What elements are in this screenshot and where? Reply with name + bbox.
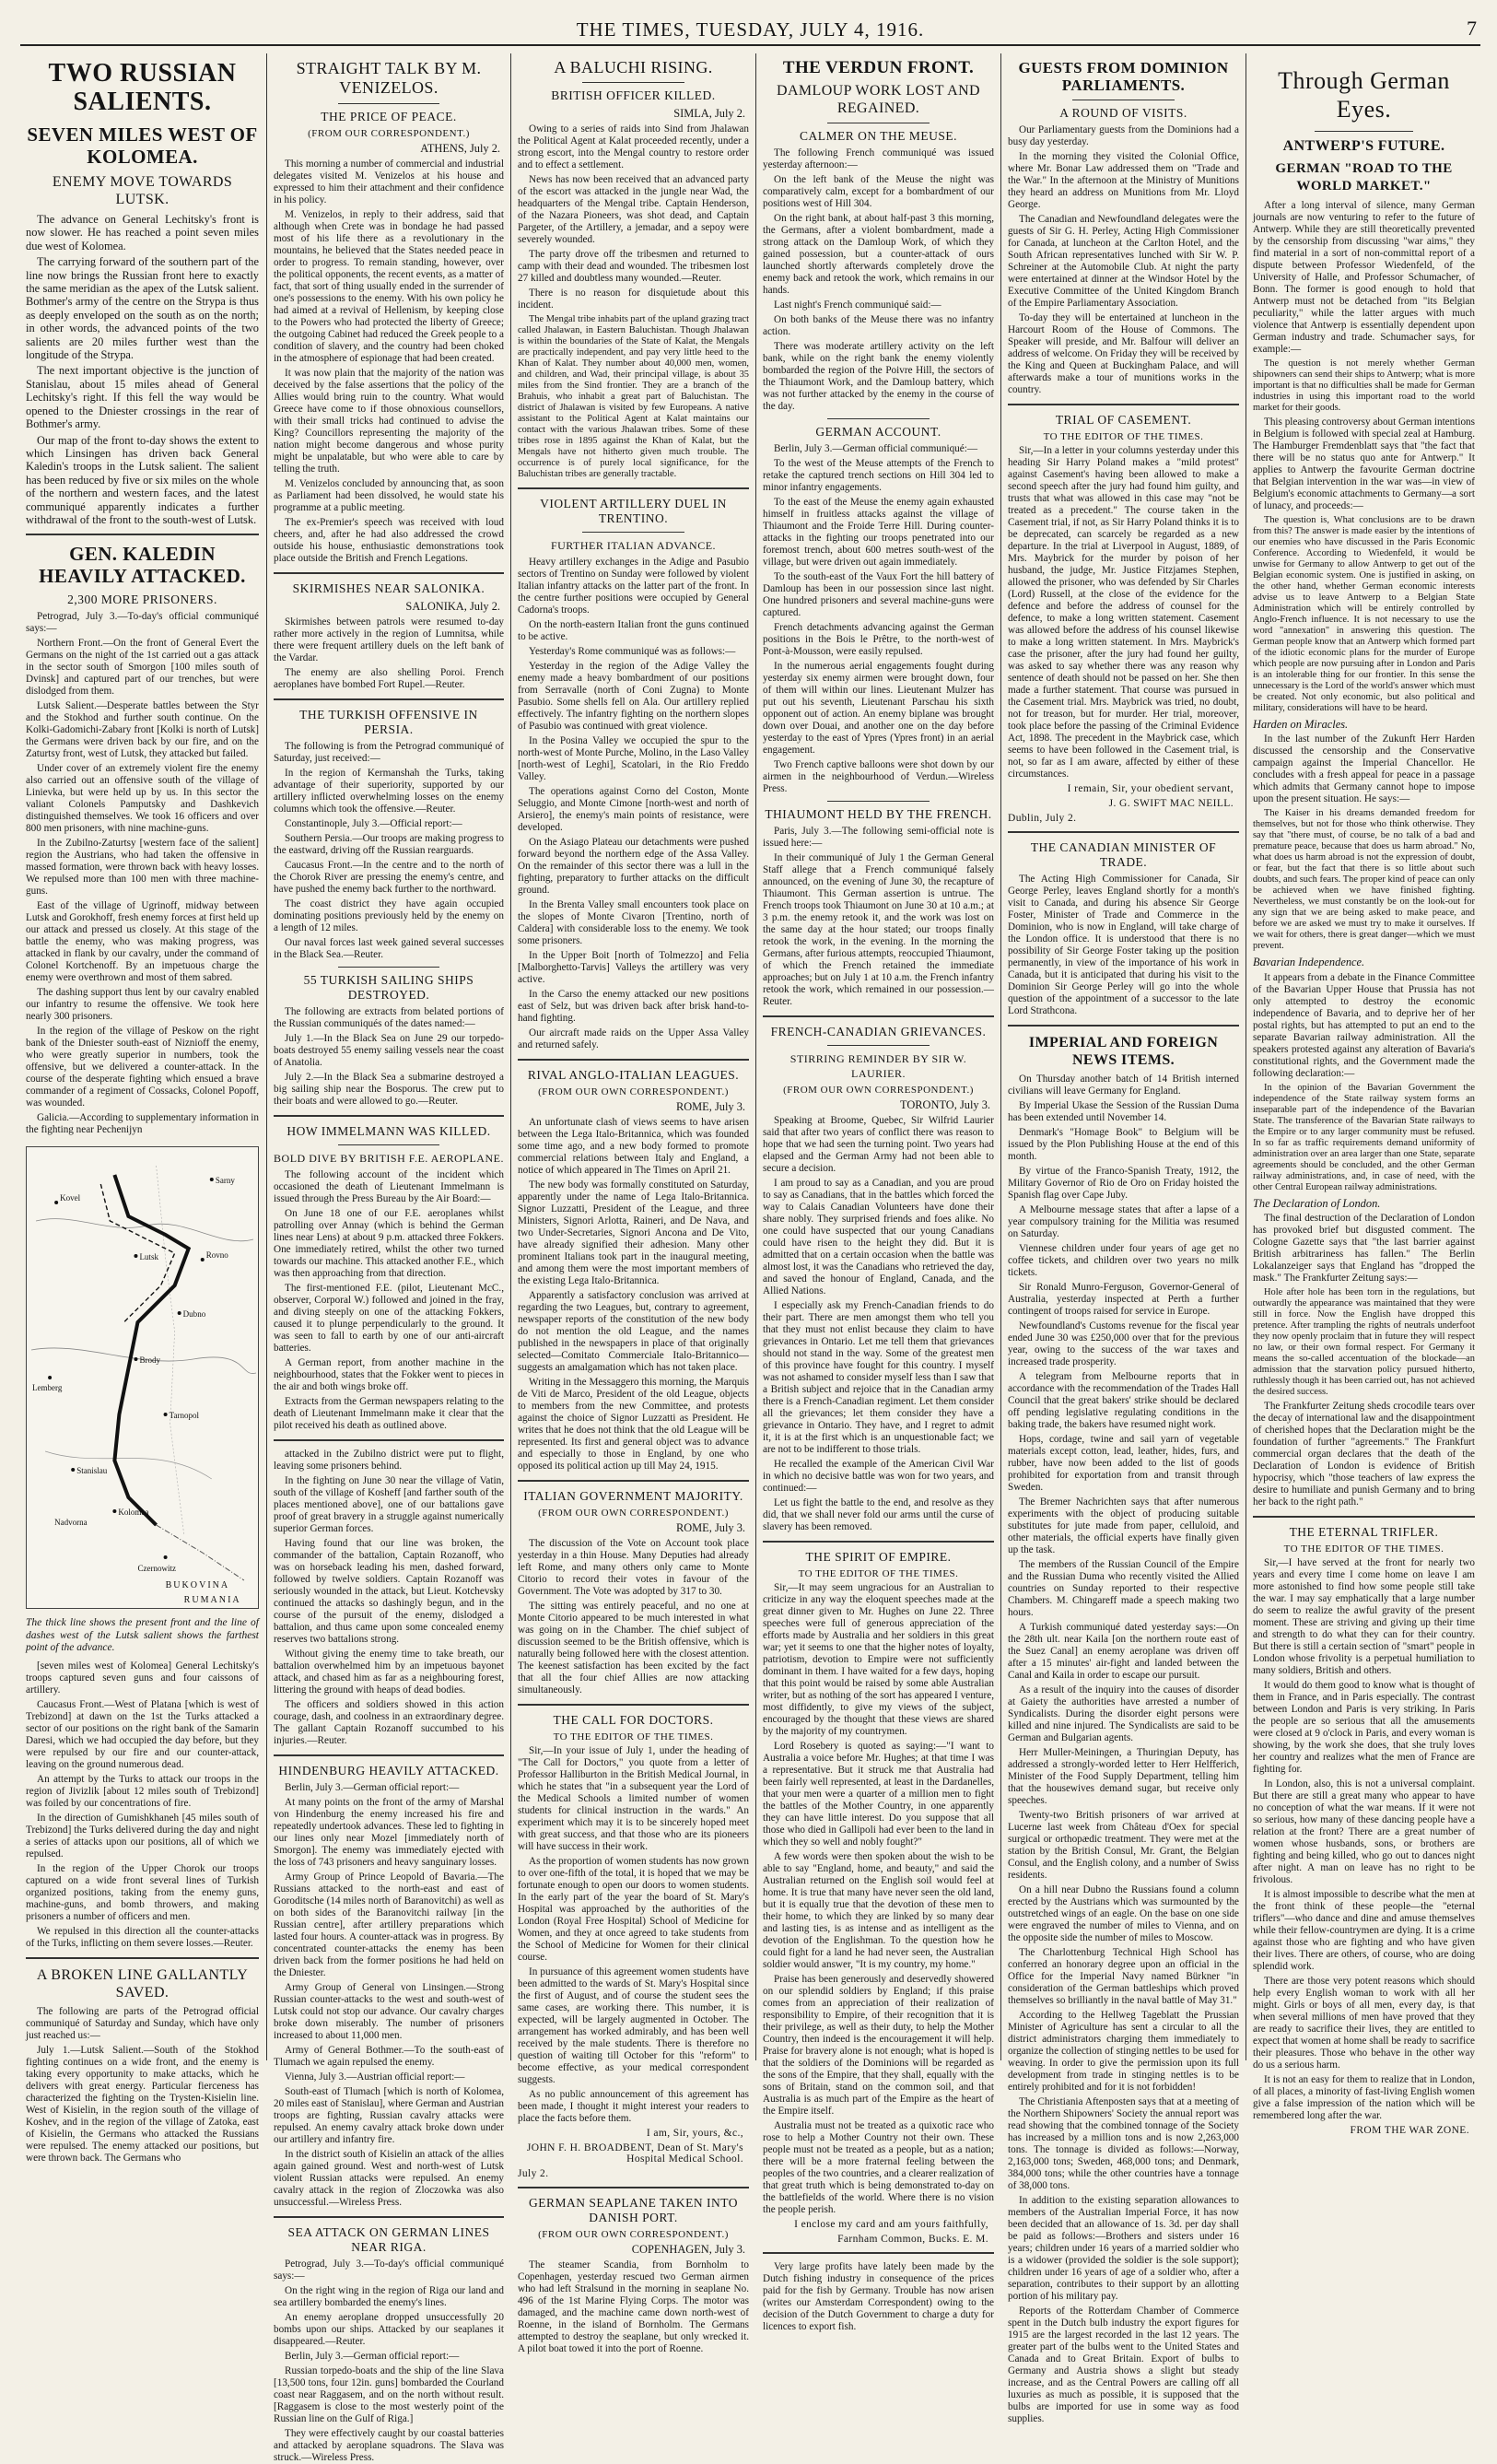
paragraph: Praise has been generously and deservedly showered on our splendid soldiers by England; if this praise comes from an appreciation of their realization of responsibility to Empire, of their recognition that it is their privilege, as well as their duty, to help the Mother Country, then indeed is the encouragement it will help. Praise for bravery alone is not enough; what is hoped is that the soldiers of the Dominions will be regarded as the sons of the Empire, that they shall, equally with the sons of Britain, stand on the common soil, and that Australia is as much part of the Empire as the heart of the Empire itself. (763, 1974, 994, 2117)
paragraph: attacked in the Zubilno district were put to flight, leaving some prisoners behind. (274, 1449, 504, 1472)
paragraph: In the region of Kermanshah the Turks, taking advantage of their superiority, supported by our artillery inflicted overwhelming losses on the enemy columns which took the offensive.—Reuter. (274, 768, 504, 815)
paragraph: Our Parliamentary guests from the Dominions had a busy day yesterday. (1008, 124, 1239, 147)
headline-venizelos: STRAIGHT TALK BY M. VENIZELOS. (296, 59, 482, 97)
paragraph: Berlin, July 3.—German official report:— (285, 1782, 460, 1793)
paragraph: The operations against Corno del Coston, Monte Seluggio, and Monte Cimone [north-west and north of Arsiero], the enemy's main points of resistance, were developed. (518, 786, 749, 833)
headline-baluchi: A BALUCHI RISING. (554, 58, 713, 76)
section-rule (827, 801, 929, 802)
paragraph: The Christiania Aftenposten says that at a meeting of the Northern Shipowners' Society the annual report was read showing that the combined tonnage of the Society has increased by a million tons and is now 2,263,000 tons. The tonnage is divided as follows:—Norway, 2,163,000 tons; Sweden, 468,000 tons; and Denmark, 384,000 tons; while the other countries have a tonnage of 38,000 tons. (1008, 2096, 1239, 2191)
paragraph: Northern Front.—On the front of General Evert the Germans on the night of the 1st carried out a gas attack in the sector south of Smorgon [100 miles south of Dvinsk] and captured part of our trenches, but were dislodged from them. (26, 638, 259, 698)
dateline: ROME, July 3. (675, 1521, 745, 1534)
column-rule (266, 53, 267, 2060)
signature: J. G. SWIFT MAC NEILL. (1108, 798, 1234, 809)
headline-spirit-of-empire: THE SPIRIT OF EMPIRE. (805, 1550, 952, 1564)
paragraph: French detachments advancing against the German positions in the Bois le Prêtre, to the north-west of Pont-à-Mousson, were easily repulsed. (763, 622, 994, 657)
paragraph: A Melbourne message states that after a lapse of a year compulsory training for the Militia was resumed on Saturday. (1008, 1204, 1239, 1239)
paragraph: By virtue of the Franco-Spanish Treaty, 1912, the Military Governor of Rio de Oro on Friday hoisted the Spanish flag over Cape Juby. (1008, 1166, 1239, 1201)
paragraph: In London, also, this is not a universal complaint. But there are still a great many who appear to have no conception of what the war means. If it were not so serious, how many of these dancing people have a relation at the front? There are a great number of women whose husbands, sons, or brothers are fighting and being killed, who go out to dances night after night. A man on leave has no right to be frivolous. (1253, 1778, 1475, 1886)
signature: I am, Sir, yours, &c., (646, 2128, 743, 2139)
paragraph: According to the Hellweg Tageblatt the Prussian Minister of Agriculture has sent a circular to all the district administrators charging them immediately to organize the collection of stinging nettles to be used for weaving. In order to give the permission upon its full development from trade in stinging nettles is to be entirely prohibited and for it is not forbidden! (1008, 2010, 1239, 2093)
paragraph: The Canadian and Newfoundland delegates were the guests of Sir G. H. Perley, Acting High Commissioner for Canada, at luncheon at the Carlton Hotel, and the South African representatives lunched with Sir W. P. Schreiner at the Automobile Club. At night the party were entertained at dinner at the Windsor Hotel by the Executive Committee of the United Kingdom Branch of the Empire Parliamentary Association. (1008, 214, 1239, 309)
subhead-officer-killed: BRITISH OFFICER KILLED. (551, 88, 716, 102)
headline-anglo-italian: RIVAL ANGLO-ITALIAN LEAGUES. (527, 1068, 740, 1082)
paragraph: Viennese children under four years of age get no coffee tickets, and children over two years no milk tickets. (1008, 1243, 1239, 1278)
paragraph: Paris, July 3.—The following semi-official note is issued here:— (763, 826, 994, 849)
newspaper-page (20, 13, 1480, 2463)
masthead-title: THE TIMES, TUESDAY, JULY 4, 1916. (576, 18, 925, 41)
paragraph: It would do them good to know what is thought of them in France, and in Paris especially. The contrast between London and Paris is very striking. In Paris the people are so serious that all the amusements were closed at 9 o'clock in Paris, and every woman is showing, by the work she does, that she truly loves her country and realizes what the men of France are fighting for. (1253, 1680, 1475, 1776)
paragraph: The ex-Premier's speech was received with loud cheers, and, after he had also addressed the crowd outside his house, enthusiastic demonstrations took place outside the British and French Legations. (274, 517, 504, 564)
front-line-map (26, 1146, 259, 1609)
subhead-round-of-visits: A ROUND OF VISITS. (1059, 106, 1187, 120)
paragraph: The Bremer Nachrichten says that after numerous experiments with the object of producing suitable substitutes for jute made from paper, celluloid, and other materials, the official experts have finally given up the task. (1008, 1496, 1239, 1555)
map-label: Czernowitz (137, 1564, 177, 1574)
page-number: 7 (1467, 17, 1477, 40)
dateline: SALONIKA, July 2. (405, 600, 500, 613)
column-5 (1002, 53, 1245, 2424)
paragraph: Under cover of an extremely violent fire the enemy also carried out an offensive south of the village of Linievka, but were held up by us. In this sector the valiant Colonels Pamputsky and Dashkevich distinguished themselves. We took 16 officers and over 800 men prisoners, with nine machine-guns. (26, 763, 259, 835)
quote: The question is, What conclusions are to be drawn from this? The answer is made easier by the intentions of our enemies who have discussed in the Paris Economic Conference. According to Wiedenfeld, it would be unwise for Germany to allow Antwerp to get out of the Belgian economic system. One is justified in asking, on the other hand, whether German economic interests advise us to leave Antwerp to a Belgian State Administration which will be entirely controlled by Anglo-French influence. It is not necessary to use the word "annexation" in answering this question. The German people know that an Antwerp which formed part of the idiotic economic plans for the murder of Europe which people are now pursuing after in London and Paris is an intolerable thing for our frontier. In this sense the unnecessary is the Lord of the world's answer which must be created. Not only economic, but also political and military, considerations will have to be heard. (1253, 515, 1475, 713)
paragraph: He recalled the example of the American Civil War in which no decisive battle was won for two years, and continued:— (763, 1459, 994, 1494)
paragraph: On both banks of the Meuse there was no infantry action. (763, 314, 994, 337)
paragraph: Caucasus Front.—West of Platana [which is west of Trebizond] at dawn on the 1st the Turks attacked a sector of our positions on the right bank of the Samarin Daresi, which we had occupied the day before, but they were repulsed by our fire and our counter-attack, leaving on the ground numerous dead. (26, 1698, 259, 1770)
paragraph: The coast district they have again occupied dominating positions previously held by the enemy on a length of 12 miles. (274, 898, 504, 933)
map-label: Stanislau (76, 1466, 108, 1476)
paragraph: On the right wing in the region of Riga our land and sea artillery bombarded the enemy's lines. (274, 2285, 504, 2308)
headline-salonika: SKIRMISHES NEAR SALONIKA. (292, 581, 485, 595)
paragraph: This morning a number of commercial and industrial delegates visited M. Venizelos at his house and expressed to him their attachment and their confidence in his policy. (274, 158, 504, 205)
subhead-prisoners: 2,300 MORE PRISONERS. (67, 593, 217, 607)
section-rule (1008, 831, 1239, 833)
quote: In the opinion of the Bavarian Government the independence of the State railway system forms an inseparable part of the independence of the Bavarian State. The transference of the Bavarian State railways to the Empire or to any larger community must be refused. In so far as traffic requirements demand uniformity of administration over an area larger than one State, separate agreements should be concluded, and the other German railway administrations, and, in case of need, with the other Central European railway administrations. (1253, 1082, 1475, 1192)
paragraph: A telegram from Melbourne reports that in accordance with the recommendation of the Trades Hall Council that the great bakers' strike should be declared off pending legislative regulating conditions in the baking trade, the bakers have resumed night work. (1008, 1371, 1239, 1430)
paragraph: The following is from the Petrograd communiqué of Saturday, just received:— (274, 741, 504, 764)
map-label: Lutsk (139, 1252, 159, 1262)
section-rule (1008, 404, 1239, 405)
section-rule (1315, 131, 1412, 132)
paragraph: In their communiqué of July 1 the German General Staff allege that a French communiqué falsely announced, on the evening of June 30, the recapture of Thiaumont. This German assertion is untrue. The French troops took Thiaumont on June 30 at 10 a.m.; at 3 p.m. the enemy retook it, and the work was lost on the same day at the hour stated; our troops finally retook the work, in the evening. In the morning the Germans, after furious attempts, reoccupied Thiaumont, of which the French retained the immediate approaches; but on July 1 at 10 a.m. the French infantry retook the work, which remained in our possession.—Reuter. (763, 852, 994, 1007)
paragraph: To-day they will be entertained at luncheon in the Harcourt Room of the House of Commons. The Speaker will preside, and Mr. Balfour will deliver an address of welcome. On Friday they will be received by the King and Queen at Buckingham Palace, and will afterwards make a tour of munitions works in the country. (1008, 312, 1239, 395)
signature: FROM THE WAR ZONE. (1350, 2125, 1469, 2137)
paragraph: Twenty-two British prisoners of war arrived at Lucerne last week from Château d'Oex for special surgical or orthopædic treatment. They were met at the station by the British Consul, Mr. Grant, the Belgian Consul, and the English colony, and a number of Swiss residents. (1008, 1810, 1239, 1881)
map-label: BUKOVINA (165, 1580, 230, 1591)
paragraph: We repulsed in this direction all the counter-attacks of the Turks, inflicting on them severe losses.—Reuter. (26, 1925, 259, 1949)
paragraph: Army Group of General von Linsingen.—Strong Russian counter-attacks to the west and south-west of Lutsk could not stop our advance. Our cavalry charges broke down miserably. The number of prisoners increased to about 11,000 men. (274, 1982, 504, 2041)
paragraph: Apparently a satisfactory conclusion was arrived at regarding the two Leagues, but, contrary to agreement, newspaper reports of the constitution of the new body do not mention the old League, and the names published in the newspapers in place of that originally selected—Comitato Commerciale Italo-Britannico—suggests an amalgamation which has not taken place. (518, 1290, 749, 1373)
paragraph: It is not an easy for them to realize that in London, of all places, a minority of fast-living English women give a false impression of the nation which will be remembered long after the war. (1253, 2074, 1475, 2122)
paragraph: Galicia.—According to supplementary information in the fighting near Pechenijyn (26, 1112, 259, 1136)
to-editor: TO THE EDITOR OF THE TIMES. (1043, 431, 1204, 442)
paragraph: There is no reason for disquietude about this incident. (518, 287, 749, 311)
paragraph: Berlin, July 3.—German official communiqué:— (774, 443, 978, 454)
paragraph: Sir,—In your issue of July 1, under the heading of "The Call for Doctors," you quote from a letter of Professor Halliburton in the British Medical Journal, in which he states that "in a subsequent year the Lord of the Medical Schools a limited number of women students for clinical instruction in the wards." An experiment which may it is to be sincerely hoped meet with great success, and that those who are its pioneers will have success in their work. (518, 1745, 749, 1852)
dateline: ATHENS, July 2. (420, 142, 500, 155)
paragraph: In the region of the village of Peskow on the right bank of the Dniester south-east of Niznioff the enemy, who were greatly superior in numbers, took the offensive, but we delivered a counter-attack. In the course of the desperate fighting which ensued a brave commander of a regiment of Cossacks, Colonel Popoff, was wounded. (26, 1026, 259, 1109)
paragraph: An enemy aeroplane dropped unsuccessfully 20 bombs upon our ships. Attacked by our seaplanes it disappeared.—Reuter. (274, 2312, 504, 2347)
paragraph: Herr Muller-Meiningen, a Thuringian Deputy, has addressed a strongly-worded letter to Herr Helfferich, Minister of the Food Supply Department, telling him that the housewives demand sugar, but receive only speeches. (1008, 1747, 1239, 1806)
section-rule (518, 2187, 749, 2188)
column-rule (1000, 53, 1001, 2060)
headline-casement: TRIAL OF CASEMENT. (1055, 413, 1192, 427)
paragraph: In the district south of Kisielin an attack of the allies again gained ground. West and north-west of Lutsk violent Russian attacks were repulsed. An enemy cavalry attack in the region of Zloczowka was also unsuccessful.—Wireless Press. (274, 2149, 504, 2208)
paragraph: The Frankfurter Zeitung sheds crocodile tears over the decay of international law and the disappointment of cherished hopes that the Declaration might be the foundation of further "agreements." The Frankfurt commercial organ declares that the death of the Declaration of London is evidence of British hypocrisy, which "those teachers of law express the desire to humiliate and punish Germany and to bring her back to the right path." (1253, 1401, 1475, 1508)
map-label: Nadvorna (54, 1518, 88, 1528)
headline-through-german-eyes: Through German Eyes. (1278, 67, 1450, 123)
headline-riga: SEA ATTACK ON GERMAN LINES NEAR RIGA. (287, 2225, 490, 2254)
paragraph: Yesterday in the region of the Adige Valley the enemy made a heavy bombardment of our positions from Serravalle (north of Coni Zugna) to Monte Pasubio. Some shells fell on Ala. Our artillery replied effectively. The infantry fighting on the northern slopes of Pasubio was continued with great violence. (518, 661, 749, 732)
paragraph: As a result of the inquiry into the causes of disorder at Gaiety the authorities have arrested a number of Syndicalists. During the disorder eight persons were killed and nine injured. The Syndicalists are said to be German and Bulgarian agents. (1008, 1684, 1239, 1743)
paragraph: In the region of the Upper Chorok our troops captured on a wide front several lines of Turkish organized positions, taking from the enemy guns, machine-guns, and bomb throwers, and making prisoners a number of officers and men. (26, 1862, 259, 1922)
masthead (20, 13, 1480, 46)
paragraph: In the Brenta Valley small encounters took place on the slopes of Monte Civaron [Trentino, north of Caldera] with considerable loss to the enemy. We took some prisoners. (518, 899, 749, 946)
paragraph: The Acting High Commissioner for Canada, Sir George Perley, leaves England shortly for a month's visit to Canada, and during his absence Sir George Foster, Minister of Trade and Commerce in the Dominion, who is now in England, will take charge of the London office. It is understood that there is no possibility of Sir George Foster taking up the position permanently, in view of the importance of his work in Canada, but it is anticipated that during his visit to the Dominion Sir George Perley will go into the whole question of the appointment of a successor to the late Lord Strathcona. (1008, 874, 1239, 1016)
section-rule (827, 1045, 929, 1046)
column-3 (512, 53, 754, 2354)
dateline: ROME, July 3. (675, 1100, 745, 1113)
paragraph: In the last number of the Zukunft Herr Harden discussed the censorship and the Conservative campaign against the Imperial Chancellor. He concludes with a fresh appeal for peace in a passage which admits that Germany cannot hope to impose upon the present situation. He says:— (1253, 733, 1475, 805)
paragraph: In the fighting on June 30 near the village of Vatin, south of the village of Kosheff [and farther south of the places mentioned above], one of our battalions gave proof of great bravery in a struggle against numerically superior German forces. (274, 1475, 504, 1534)
paragraph: As no public announcement of this agreement has been made, I thought it might interest your readers to place the facts before them. (518, 2089, 749, 2124)
paragraph: Caucasus Front.—In the centre and to the north of the Chorok River are pressing the enemy's centre, and have pushed the enemy back further to the northward. (274, 860, 504, 895)
paragraph: Sir,—In a letter in your columns yesterday under this heading Sir Harry Poland makes a "mild protest" against Casement's having been allowed to make a second speech after the jury had found him guilty, and trusts that what was allowed in this case may "not be treated as a precedent." The course taken in the Casement trial, if not, as Sir Harry Poland thinks it is to be deprecated, can scarcely be regarded as a new departure. In the trial at Liverpool in August, 1889, of Mrs. Maybrick for the murder by poison of her husband, the judge, Mr. Justice Fitzjames Stephen, allowed the prisoner, who was defended by Sir Charles (Lord) Russell, at the close of the evidence for the defence and before the address of counsel for the defence, to make a long written statement. Casement was allowed before the address of his counsel likewise to make a long written statement. In Mrs. Maybrick's case the prisoner, after the jury had found her guilty, was asked to say whether there was any reason why sentence of death should not be passed on her. She then made a further statement. That course was pursued in the Casement trial. Mrs. Maybrick was tried, no doubt, not for treason, but for murder. Her trial, moreover, took place before the passing of the Criminal Evidence Act, 1898. The precedent in the Maybrick case, which seems to have been followed in the Casement trial, is not, so far as I am aware, affected by either of these circumstances. (1008, 445, 1239, 780)
paragraph: In the morning they visited the Colonial Office, where Mr. Bonar Law addressed them on "Trade and the War." In the afternoon at the Ministry of Munitions they heard an address on Munitions from Mr. Lloyd George. (1008, 151, 1239, 210)
map-label: Lemberg (32, 1383, 63, 1393)
headline-dominion-guests: GUESTS FROM DOMINION PARLIAMENTS. (1018, 59, 1229, 94)
paragraph: Reports of the Rotterdam Chamber of Commerce spent in the Dutch bulb industry the export figures for 1915 are the largest recorded in the last 12 years. The greater part of the bulbs went to the United States and Canada and to Great Britain. Export of bulbs to Germany and Austria shows a slight but steady increase, and as the Central Powers are calling off all luxuries as much as possible, it is supposed that the bulbs are imported for use in some way as food supplies. (1008, 2306, 1239, 2424)
section-rule (518, 487, 749, 489)
paragraph: [seven miles west of Kolomea] General Lechitsky's troops captured seven guns and four caissons of artillery. (26, 1660, 259, 1695)
section-rule (582, 532, 684, 533)
subhead-thiaumont: THIAUMONT HELD BY THE FRENCH. (765, 807, 992, 821)
paragraph: A German report, from another machine in the neighbourhood, states that the Fokker went to pieces in the air and both wings broke off. (274, 1357, 504, 1392)
paragraph: Vienna, July 3.—Austrian official report:— (285, 2071, 465, 2083)
deck-lutsk: ENEMY MOVE TOWARDS LUTSK. (52, 174, 233, 207)
paragraph: In the direction of Gumishkhaneh [45 miles south of Trebizond] the Turks delivered during the day and night a series of attacks upon our positions, all of which we repulsed. (26, 1812, 259, 1860)
to-editor: TO THE EDITOR OF THE TIMES. (1283, 1543, 1444, 1555)
column-2 (268, 53, 509, 2463)
paragraph: The carrying forward of the southern part of the line now brings the Russian front here to exactly the same meridian as the apex of the Lutsk salient. Bothmer's army of the centre on the Strypa is thus as deeply enveloped on the south as on the north; in other words, the advanced points of the two salients are 20 miles further west than the longitude of the Strypa. (26, 255, 259, 362)
signature-date: July 2. (518, 2168, 549, 2179)
paragraph: On June 18 one of our F.E. aeroplanes whilst patrolling over Annay (which is behind the German lines near Lens) at about 9 p.m. attacked three Fokkers. One immediately retired, whilst the other two turned towards our machine. This attacked another F.E., which was then approaching from that direction. (274, 1208, 504, 1279)
headline-call-for-doctors: THE CALL FOR DOCTORS. (553, 1713, 714, 1727)
map-label: Sarny (215, 1176, 235, 1186)
section-rule (518, 1704, 749, 1706)
subhead-antwerp: ANTWERP'S FUTURE. (1282, 138, 1445, 154)
headline-eternal-trifler: THE ETERNAL TRIFLER. (1289, 1525, 1439, 1540)
section-rule (763, 1015, 994, 1017)
headline-sailing-ships: 55 TURKISH SAILING SHIPS DESTROYED. (303, 973, 474, 1002)
paragraph: The next important objective is the junction of Stanislau, about 15 miles ahead of General Lechitsky's right. If this fell the way would be opened to the Dniester crossings in the rear of Bothmer's army. (26, 364, 259, 431)
section-rule (274, 1754, 504, 1756)
quote: The question is not merely whether German shipowners can send their ships to Antwerp; what is more important is that no difficulties shall be made for German industries in using this important road to the world market for their goods. (1253, 358, 1475, 413)
headline-verdun: THE VERDUN FRONT. (782, 58, 975, 77)
byline: (FROM OUR CORRESPONDENT.) (308, 128, 470, 139)
paragraph: Lutsk Salient.—Desperate battles between the Styr and the Stokhod and further south continue. On the Kolki-Gadomichi-Zabary front [Kolki is north of Lutsk] the Germans were driven back by our fire, and on the Zaturtsy front, west of Lutsk, they attacked but failed. (26, 700, 259, 760)
paragraph: The sitting was entirely peaceful, and no one at Monte Citorio appeared to be much interested in what was going on in the Chamber. The chief subject of discussion seemed to be the British offensive, which is naturally being followed here with the closest attention. The keenest satisfaction has been excited by the fact that all the four chief Allies are now attacking simultaneously. (518, 1601, 749, 1695)
paragraph: Owing to a series of raids into Sind from Jhalawan the Political Agent at Kalat proceeded recently, under a strong escort, into the Mengal country to restore order and to effect a settlement. (518, 123, 749, 170)
section-rule (763, 1541, 994, 1543)
column-1 (20, 53, 264, 2164)
paragraph: Southern Persia.—Our troops are making progress to the eastward, driving off the Russian rearguards. (274, 833, 504, 856)
paragraph: The dashing support thus lent by our cavalry enabled our infantry to resume the offensive. We took here nearly 300 prisoners. (26, 987, 259, 1023)
paragraph: The first-mentioned F.E. (pilot, Lieutenant McC., observer, Corporal W.) followed and joined in the fray, and diving steeply on one of the attacking Fokkers, caused it to plunge perpendicularly to the ground. It was seen to fall to earth by one of our anti-aircraft batteries. (274, 1283, 504, 1354)
section-rule (1008, 1025, 1239, 1027)
paragraph: In the Posina Valley we occupied the spur to the north-west of Monte Purche, Molino, in the Laso Valley [north-west of Leghi], Scatolari, in the Rio Freddo Valley. (518, 735, 749, 782)
paragraph: Without giving the enemy time to take breath, our battalion overwhelmed him by an impetuous bayonet attack, and chased him as far as a neighbouring forest, littering the ground with heaps of dead bodies. (274, 1649, 504, 1695)
headline-canadian-minister: THE CANADIAN MINISTER OF TRADE. (1030, 840, 1217, 869)
dateline: COPENHAGEN, July 3. (631, 2243, 745, 2256)
paragraph: On a hill near Dubno the Russians found a column erected by the Austrians which was surmounted by the outstretched wings of an eagle. On the base on one side were engraved the number of miles to Vienna, and on the opposite side the number of miles to Moscow. (1008, 1884, 1239, 1943)
paragraph: The Charlottenburg Technical High School has conferred an honorary degree upon an official in the Office for the Imperial Navy named Bürkner "in consideration of the German battleships which proved themselves so brilliantly in the naval battle of May 31." (1008, 1947, 1239, 2006)
quote: The Kaiser in his dreams demanded freedom for themselves, but not for those who think otherwise. They say that "there must, of course, be no talk of a bad and premature peace, because that does us harm abroad." No, what does us harm abroad is not the expression of doubt, or fear, but the fact that there is so little about such doubts, and such fears. The proper kind of peace can only be achieved when we have finished fighting. Nevertheless, we must constantly be on the look-out for any sign that we are being asked to make peace, and before we are asked we must try to make it ourselves. If we wait for others, there is great danger—which we must prevent. (1253, 808, 1475, 952)
paragraph: There was moderate artillery activity on the left bank, while on the right bank the enemy violently bombarded the region of the Poivre Hill, the sectors of the Thiaumont Work, and the Damloup battery, which was not further attacked by the enemy in the course of the day. (763, 341, 994, 412)
map-label: Tarnopol (169, 1411, 200, 1421)
section-rule (518, 1059, 749, 1061)
paragraph: Skirmishes between patrols were resumed to-day rather more actively in the region of Lumnitsa, while there were frequent artillery duels on the left bank of the Vardar. (274, 616, 504, 663)
headline-french-canadian: FRENCH-CANADIAN GRIEVANCES. (770, 1025, 987, 1038)
paragraph: Australia must not be treated as a quixotic race who rose to help a Mother Country not their own. These people must not be treated as a people, but as a nation; there will be a more fraternal feeling between the peoples of the two countries, and a clearer realization of that great truth which is being demonstrated to-day on the battlefields of the world. Where there is no vision the people perish. (763, 2120, 994, 2215)
subhead-harden: Harden on Miracles. (1253, 718, 1349, 731)
paragraph: An unfortunate clash of views seems to have arisen between the Lega Italo-Britannica, which was founded some time ago, and a new body formed to promote commercial relations between Italy and England, a notice of which appeared in The Times on April 21. (518, 1117, 749, 1176)
paragraph: Army of General Bothmer.—To the south-east of Tlumach we again repulsed the enemy. (274, 2045, 504, 2068)
paragraph: Sir Ronald Munro-Ferguson, Governor-General of Australia, yesterday inspected at Perth a further contingent of troops raised for service in Europe. (1008, 1282, 1239, 1317)
subhead-italian-advance: FURTHER ITALIAN ADVANCE. (550, 539, 717, 552)
dateline: SIMLA, July 2. (673, 107, 745, 120)
subhead-road-to-world-market: GERMAN "ROAD TO THE WORLD MARKET." (1275, 161, 1453, 194)
subhead-price-of-peace: THE PRICE OF PEACE. (321, 110, 457, 123)
paragraph: On the right bank, at about half-past 3 this morning, the Germans, after a violent bombardment, made a strong attack on the Damloup Work, of which they gained possession, but a counter-attack of ours launched shortly afterwards completely drove the enemy back and retook the work, which remains in our hands. (763, 213, 994, 296)
paragraph: In the Upper Boit [north of Tolmezzo] and Felia [Malborghetto-Tarvis] Valleys the artillery was very active. (518, 950, 749, 985)
paragraph: It is almost impossible to describe what the men at the front think of these people—the "eternal triflers"—who dance and dine and amuse themselves while their fellow-countrymen are dying. It is a crime against those who are fighting and who have given their lives. There are others, of course, who are doing splendid work. (1253, 1889, 1475, 1973)
paragraph: Speaking at Broome, Quebec, Sir Wilfrid Laurier said that after two years of conflict there was reason to hope that we had seen the turning point. Two years had elapsed and the German Army had not been able to secure a decision. (763, 1115, 994, 1174)
signature: Farnham Common, Bucks. E. M. (837, 2234, 988, 2245)
paragraph: Berlin, July 3.—German official report:— (285, 2351, 460, 2362)
paragraph: The advance on General Lechitsky's front is now slower. He has reached a point seven miles due west of Kolomea. (26, 213, 259, 252)
to-editor: TO THE EDITOR OF THE TIMES. (798, 1568, 959, 1579)
subhead-bold-dive: BOLD DIVE BY BRITISH F.E. AEROPLANE. (274, 1152, 504, 1165)
section-rule (338, 1144, 439, 1145)
subhead-declaration: The Declaration of London. (1253, 1196, 1381, 1210)
paragraph: East of the village of Ugrinoff, midway between Lutsk and Gorokhoff, fresh enemy forces at first held up our attack and pressed us closely. At this stage of the battle the enemy, who was making progress, was attacked in flank by our cavalry, under the command of Colonel Kortchenoff. By an impetuous charge the enemy were overthrown and most of them sabred. (26, 900, 259, 984)
paragraph: Yesterday's Rome communiqué was as follows:— (529, 646, 736, 657)
paragraph: Our aircraft made raids on the Upper Assa Valley and returned safely. (518, 1027, 749, 1050)
paragraph: Our naval forces last week gained several successes in the Black Sea.—Reuter. (274, 937, 504, 960)
headline-immelmann: HOW IMMELMANN WAS KILLED. (287, 1124, 491, 1138)
subhead-damloup: DAMLOUP WORK LOST AND REGAINED. (776, 83, 980, 116)
paragraph: On the left bank of the Meuse the night was comparatively calm, except for a bombardment of our positions west of Hill 304. (763, 174, 994, 209)
signature-place: Dublin, July 2. (1008, 813, 1077, 824)
byline: (FROM OUR OWN CORRESPONDENT.) (538, 2229, 729, 2240)
paragraph: A few words were then spoken about the wish to be able to say "England, home, and beauty," and said the Australian returned on the English soil would feel at home. It is true that many have never seen the old land, but it is equally true that the devotion of these men to their home, to which they are linked by so many dear and lasting ties, is as intense and as intelligent as the devotion of the Englishman. To the question how he could fight for a land he had never seen, the Australian soldier would answer, "It is my country, my home." (763, 1851, 994, 1970)
headline-imperial-foreign: IMPERIAL AND FOREIGN NEWS ITEMS. (1028, 1035, 1219, 1068)
paragraph: Extracts from the German newspapers relating to the death of Lieutenant Immelmann make it clear that the pilot received his death as outlined above. (274, 1396, 504, 1431)
paragraph: Let us fight the battle to the end, and resolve as they did, that we shall never fold our arms until the curse of slavery has been removed. (763, 1497, 994, 1532)
byline: (FROM OUR OWN CORRESPONDENT.) (538, 1508, 729, 1519)
paragraph: This pleasing controversy about German intentions in Belgium is followed with special zeal at Hamburg. The Hamburger Fremdenblatt says that "the fact that there will be no status quo ante for Antwerp." It applies to Antwerp the favourite German doctrine that Belgian intervention in the war was—in view of Belgium's economic attachments to Germany—a sort of lunacy, and proceeds:— (1253, 417, 1475, 511)
subhead-german-account: GERMAN ACCOUNT. (815, 425, 941, 439)
paragraph: Hops, cordage, twine and sail yarn of vegetable materials except cotton, lead, leather, hides, furs, and rubber, have now been added to the list of goods prohibited for exportation from and transit through Sweden. (1008, 1434, 1239, 1493)
paragraph: As the proportion of women students has now grown to over one-fifth of the total, it is hoped that we may be fortunate enough to open our doors to women students. In the early part of the year the board of St. Mary's Hospital was approached by the authorities of the London (Royal Free Hospital) School of Medicine for Women, and they at once agreed to take students from the School of Medicine for Women for their clinical course. (518, 1856, 749, 1963)
headline-hindenburg: HINDENBURG HEAVILY ATTACKED. (278, 1764, 499, 1778)
paragraph: I especially ask my French-Canadian friends to do their part. There are men amongst them who tell you that they must not enlist because they claim to have grievances in Ontario. Let me tell them that grievances should not stand in the way. Some of the greatest men of this province have fought for this country. I myself was not ashamed to consider myself less than I saw that a British subject and rejoice that in the Canadian army there is a French-Canadian regiment. Let them consider all the grievances; let them consider they have a grievance in Ontario. They have, and I regret to admit it, it is at the first which is an unquestionable fact; we are not to be indifferent to those trials. (763, 1300, 994, 1455)
column-rule (510, 53, 511, 2060)
map-label: Rovno (205, 1250, 228, 1261)
section-rule (827, 418, 929, 419)
paragraph: Last night's French communiqué said:— (774, 299, 941, 311)
paragraph: The final destruction of the Declaration of London has provoked brief but disgusted comment. The Cologne Gazette says that "the last barrier against British arbitrariness has fallen." The Berlin Lokalanzeiger says that England has "dropped the mask." The Frankfurter Zeitung says:— (1253, 1213, 1475, 1285)
paragraph: It was now plain that the majority of the nation was deceived by the false assertions that the policy of the Allies would bring ruin to the country. What would Greece have come to if those obnoxious counsellors, with their small tricks had continued to advise the King? Councillors representing the majority of the nation might become dangerous and whose purity might be unpalatable, but who were able to care by telling the truth. (274, 368, 504, 475)
paragraph: Writing in the Messaggero this morning, the Marquis de Viti de Marco, President of the old League, objects to members from the new Committee, and protests against the choice of Signor Luzzatti as President. He writes that he does not think that the old League will be represented. Its first and general object was to advance and especially to those in England, by one who opposed its political action up till May 24, 1915. (518, 1377, 749, 1472)
paragraph: There are those very potent reasons which should help every English woman to work with all her might. Girls or boys of all men, every day, is that when several millions of men have proved that they are ready to sacrifice their lives, they are entitled to expect that women at home shall be ready to sacrifice their pleasures. Those who behave in the other way do us a serious harm. (1253, 1976, 1475, 2071)
paragraph: The following are extracts from belated portions of the Russian communiqués of the dates named:— (274, 1006, 504, 1029)
map-label: Kovel (60, 1193, 81, 1203)
paragraph: They were effectively caught by our coastal batteries and attacked by aeroplane squadrons. The Slava was struck.—Wireless Press. (274, 2428, 504, 2463)
paragraph: A Turkish communiqué dated yesterday says:—On the 28th ult. near Kaila [on the northern route east of the Suez Canal] an enemy aeroplane was driven off after a 15 minutes' air-fight and landed between the Canal and Kaila in order to escape our pursuit. (1008, 1622, 1239, 1681)
column-6 (1247, 53, 1480, 2137)
paragraph: The following account of the incident which occasioned the death of Lieutenant Immelmann is issued through the Press Bureau by the Air Board:— (274, 1169, 504, 1204)
map-label: Brody (139, 1355, 161, 1366)
paragraph: News has now been received that an advanced party of the escort was attacked in the jungle near Wad, the headquarters of the Mengal tribe. Captain Henderson, of the Nazara Pioneers, was shot dead, and Captain Pargeter, of the Artillery, a jemadar, and a sepoy were severely wounded. (518, 174, 749, 245)
paragraph: Our map of the front to-day shows the extent to which Linsingen has driven back General Kaledin's troops in the Lutsk salient. The salient has been reduced by five or six miles on the whole of the northern and western faces, and the latest communiqué apparently indicates a further withdrawal of the front to the south-west of Lutsk. (26, 433, 259, 526)
section-rule (274, 572, 504, 574)
paragraph: On Thursday another batch of 14 British interned civilians will leave Germany for England. (1008, 1074, 1239, 1097)
paragraph: Russian torpedo-boats and the ship of the line Slava [13,500 tons, four 12in. guns] bombarded the Courland coast near Raggasem, and on the north without result. [Raggasem is close to the most westerly point of the Russian line on the Gulf of Riga.] (274, 2365, 504, 2424)
paragraph: I am proud to say as a Canadian, and you are proud to say as Canadians, that in the battles which forced the way to Calais Canadian Volunteers have done their share nobly. They surprised friends and foes alike. No one could have suspected that our young Canadians could have risen to the height they did. But it is admitted that on a certain occasion when the battle was almost lost, it was the Canadians who retrieved the day, and saved the honour of England, Canada, and the Allied Nations. (763, 1178, 994, 1297)
section-rule (26, 534, 259, 535)
paragraph: In the Zubilno-Zaturtsy [western face of the salient] region the Austrians, who had taken the offensive in massed formation, were thrown back with heavy losses. We repulsed more than 100 men with three machine-guns. (26, 838, 259, 898)
paragraph: In the Carso the enemy attacked our new positions east of Selz, but was driven back after brisk hand-to-hand fighting. (518, 989, 749, 1024)
paragraph: An attempt by the Turks to attack our troops in the region of Jivizlik [about 12 miles south of Trebizond] was foiled by our concentrations of fire. (26, 1773, 259, 1809)
headline-trentino: VIOLENT ARTILLERY DUEL IN TRENTINO. (540, 497, 727, 525)
paragraph: M. Venizelos concluded by announcing that, as soon as Parliament had been dissolved, he would state his programme at a public meeting. (274, 478, 504, 513)
signature: JOHN F. H. BROADBENT, Dean of St. Mary's Hospital Medical School. (526, 2142, 743, 2165)
paragraph: The following are parts of the Petrograd official communiqué of Saturday and Sunday, which have only just reached us:— (26, 2005, 259, 2041)
paragraph: In pursuance of this agreement women students have been admitted to the wards of St. Mary's Hospital since the first of August, and of course the student sees the same cases, are working there. This number, it is expected, will be largely augmented in October. The arrangement has worked admirably, and has been well received by the male students. There is therefore no question of waiting till October for this "reform" to become effective, as your medical correspondent suggests. (518, 1966, 749, 2085)
paragraph: Very large profits have lately been made by the Dutch fishing industry in consequence of the prices paid for the fish by Germany. Trouble has now arisen (writes our Amsterdam Correspondent) owing to the decision of the Dutch Government to charge a duty for licences to export fish. (763, 2261, 994, 2332)
paragraph: July 2.—In the Black Sea a submarine destroyed a big sailing ship near the Bosporus. The crew put to their boats and were allowed to go.—Reuter. (274, 1072, 504, 1107)
paragraph: Sir,—It may seem ungracious for an Australian to criticize in any way the eloquent speeches made at the great dinner given to Mr. Hughes on June 22. Three speeches were full of generous appreciation of the efforts made by Australia and her soldiers in this great war; yet it seems to one that the higher notes of loyalty, patriotism, devotion to Empire were not sufficiently dominant in them. I have waited for a few days, hoping that this point would be raised by some able Australian writer, but as nothing of the sort has appeared I venture, most diffidently, to give my views of the subject, encouraged by the thought that these views are shared by the majority of my countrymen. (763, 1582, 994, 1737)
paragraph: July 1.—Lutsk Salient.—South of the Stokhod fighting continues on a wide front, and the enemy is taking every opportunity to make attacks, which he delivers with great energy. Particular fierceness has characterized the fighting on the Trysten-Kisielin line. West of Kisielin, in the region south of the village of Koshev, and in the region of the village of Zatoka, east of Kisielin, the Germans who attacked the Russians were repulsed. The enemy attacked our positions, but were thrown back. The Germans who (26, 2044, 259, 2164)
paragraph: Constantinople, July 3.—Official report:— (285, 818, 462, 829)
map-label: RUMANIA (183, 1595, 241, 1606)
paragraph: Heavy artillery exchanges in the Adige and Pasubio sectors of Trentino on Sunday were followed by violent Italian infantry attacks on the latter part of the front. In the centre further positions were occupied by General Cadorna's troops. (518, 557, 749, 616)
paragraph: On the north-eastern Italian front the guns continued to be active. (518, 619, 749, 642)
paragraph: Denmark's "Homage Book" to Belgium will be issued by the Plon Publishing House at the end of this month. (1008, 1127, 1239, 1162)
section-rule (274, 2216, 504, 2218)
paragraph: The members of the Russian Council of the Empire and the Russian Duma who recently visited the Allied countries on Sunday reported to their respective Chambers. M. Chingareff made a speech making two hours. (1008, 1559, 1239, 1618)
paragraph: In addition to the existing separation allowances to members of the Australian Imperial Force, it has now been decided that an allowance of 1s. 3d. per day shall be paid as follows:—Brothers and sisters under 16 years; children under 16 years of a married soldier who is a widower (provided the soldier is the sole support); children under 16 years of age of a soldier who, after a separation, contributes to their support by an allotting portion of his military pay. (1008, 2195, 1239, 2302)
section-rule (582, 82, 684, 83)
paragraph: The Mengal tribe inhabits part of the upland grazing tract called Jhalawan, in Eastern Baluchistan. Though Jhalawan is within the boundaries of the State of Kalat, the Mengals are practically independent, and pay very little heed to the Khan of Kalat. They number about 40,000 men, women, and children, and Wad, their principal village, is about 35 miles from the Sind frontier. They are a branch of the Brahuis, who inhabit a great part of Baluchistan. The district of Jhalawan is visited by few Europeans. A native assistant to the Political Agent at Kalat maintains our contact with the various Jhalawan tribes. Some of these tribes rose in 1895 against the Khan of Kalat, but the Mengals have not hitherto given much trouble. The occurrence is of purely local significance, for the Baluchistan tribes are generally tractable. (518, 314, 749, 479)
headline-broken-line: A BROKEN LINE GALLANTLY SAVED. (36, 1966, 249, 2001)
paragraph: Petrograd, July 3.—To-day's official communiqué says:— (26, 611, 259, 635)
section-rule (1253, 1516, 1475, 1518)
headline-two-russian-salients: TWO RUSSIAN SALIENTS. (48, 59, 237, 116)
paragraph: By Imperial Ukase the Session of the Russian Duma has been extended until November 14. (1008, 1100, 1239, 1123)
byline: (FROM OUR OWN CORRESPONDENT.) (783, 1085, 974, 1096)
paragraph: Army Group of Prince Leopold of Bavaria.—The Russians attacked to the north-east and east of Goroditsche (14 miles north of Baranovitchi) as well as on both sides of the Baranovitchi railway [in the Russian centre], after artillery preparations which lasted four hours. A counter-attack was in progress. By concentrated counter-attacks the enemy has been driven back from the former positions he had held on the Dniester. (274, 1871, 504, 1978)
paragraph: The discussion of the Vote on Account took place yesterday in a thin House. Many Deputies had already left Rome, and many others only came to Monte Citorio to record their votes in favour of the Government. The Vote was adopted by 317 to 30. (518, 1538, 749, 1597)
subhead-kolomea: SEVEN MILES WEST OF KOLOMEA. (27, 123, 258, 168)
headline-kaledin: GEN. KALEDIN HEAVILY ATTACKED. (39, 543, 246, 588)
section-rule (338, 967, 439, 968)
signature: I remain, Sir, your obedient servant, (1067, 783, 1234, 794)
section-rule (274, 1115, 504, 1117)
section-rule (338, 103, 439, 104)
to-editor: TO THE EDITOR OF THE TIMES. (553, 1731, 714, 1742)
map-caption: The thick line shows the present front and the line of dashes west of the Lutsk salient shows the farthest point of the advance. (26, 1617, 259, 1654)
section-rule (26, 1957, 259, 1959)
paragraph: It appears from a debate in the Finance Committee of the Bavarian Upper House that Prussia has not only attempted to destroy the economic independence of Bavaria, and to deprive her of her postal rights, but has attempted to put an end to the separate Bavarian railway administration. All the speakers protested against any alteration of Bavaria's constitutional rights, and the Government made the following declaration:— (1253, 971, 1475, 1079)
section-rule (763, 2252, 994, 2254)
paragraph: To the east of the Meuse the enemy again exhausted himself in fruitless attacks against the village of Thiaumont and the Froide Terre Hill. During counter-attacks in the fighting our troops penetrated into our foremost trench, about 600 metres south-west of the village, but were driven out again immediately. (763, 497, 994, 568)
map-label: Kolomea (118, 1508, 149, 1518)
paragraph: Newfoundland's Customs revenue for the fiscal year ended June 30 was £250,000 over that for the previous year, owing to the success of the war taxes and increased trade prosperity. (1008, 1320, 1239, 1367)
paragraph: Two French captive balloons were shot down by our airmen in the neighbourhood of Verdun.—Wireless Press. (763, 759, 994, 794)
headline-persia: THE TURKISH OFFENSIVE IN PERSIA. (299, 708, 478, 736)
headline-italian-majority: ITALIAN GOVERNMENT MAJORITY. (523, 1489, 743, 1503)
paragraph: July 1.—In the Black Sea on June 29 our torpedo-boats destroyed 55 enemy sailing vessels near the coast of Anatolia. (274, 1033, 504, 1068)
signature: I enclose my card and am yours faithfully, (794, 2219, 988, 2230)
paragraph: To the south-east of the Vaux Fort the hill battery of Damloup has been in our possession since last night. One hundred prisoners and several machine-guns were captured. (763, 571, 994, 618)
paragraph: The enemy are also shelling Poroi. French aeroplanes have bombed Fort Rupel.—Reuter. (274, 667, 504, 690)
paragraph: The officers and soldiers showed in this action courage, dash, and coolness in an extraordinary degree. The gallant Captain Rozanoff succumbed to his injuries.—Reuter. (274, 1699, 504, 1746)
paragraph: The new body was formally constituted on Saturday, apparently under the name of Lega Italo-Britannica. Signor Luzzatti, President of the League, and three Ministers, Signori Arlotta, Raineri, and De Nava, and two Under-Secretaries, Signori Ancona and De Vito, have already signified their adhesion. Many other prominent Italians took part in the inaugural meeting, and among them were the most important members of the existing Lega Italo-Britannica. (518, 1179, 749, 1286)
paragraph: South-east of Tlumach [which is north of Kolomea, 20 miles east of Stanislau], where German and Austrian troops are fighting, Russian cavalry attacks were repulsed. An enemy cavalry attack broke down under our artillery and infantry fire. (274, 2086, 504, 2145)
subhead-laurier: STIRRING REMINDER BY SIR W. LAURIER. (789, 1052, 967, 1080)
section-rule (518, 1480, 749, 1482)
paragraph: The steamer Scandia, from Bornholm to Copenhagen, yesterday rescued two German airmen who had left Stralsund in the morning in seaplane No. 496 of the 1st Marine Flying Corps. The motor was damaged, and the machine came down north-west of Roenne, in the island of Bornholm. The Germans attempted to destroy the seaplane, but only wrecked it. A pilot boat towed it into the port of Roenne. (518, 2259, 749, 2354)
byline: (FROM OUR OWN CORRESPONDENT.) (538, 1086, 729, 1097)
quote: Hole after hole has been torn in the regulations, but outwardly the appearance was maintained that they were still in force. Now the English have dropped this pretence. After trampling the rights of neutrals underfoot they now openly proclaim that in future they will respect no law, or their own formal respect. For Germany it means the so-called accentuation of the blockade—an admission that the starvation policy pursued hitherto, ruthlessly though it has been carried out, has not achieved the desired success. (1253, 1287, 1475, 1398)
subhead-calmer-meuse: CALMER ON THE MEUSE. (799, 129, 957, 143)
paragraph: The party drove off the tribesmen and returned to camp with their dead and wounded. The tribesmen lost 27 killed and doubtless many wounded.—Reuter. (518, 249, 749, 284)
dateline: TORONTO, July 3. (900, 1098, 990, 1111)
paragraph: After a long interval of silence, many German journals are now venturing to refer to the future of Antwerp. While they are still theoretically prevented by the censorship from discussing "war aims," they find material in a sort of non-committal report of a dispute between Professor Wiedenfeld, of the University of Halle, and Professor Schumacher, of Bonn. The former is good enough to hold that Antwerp must not be detached from "its Belgian peculiarity," while the latter argues with much violence that Antwerp is essentially dependent upon German industry and trade. Schumacher says, for example:— (1253, 200, 1475, 355)
paragraph: Lord Rosebery is quoted as saying:—"I want to Australia a voice before Mr. Hughes; at that time I was a representative. But it struck me that Australia had been fairly well represented, at least in the Dardanelles, that your men were a quarter of a million men to fight the battles of the Mother Country, in one apparently they can have little interest. Do you suppose that all those who died in Gallipoli had ever been to the land in which they so well and nobly fought?" (763, 1741, 994, 1848)
paragraph: The following French communiqué was issued yesterday afternoon:— (763, 147, 994, 170)
paragraph: Petrograd, July 3.—To-day's official communiqué says:— (274, 2259, 504, 2282)
section-rule (274, 698, 504, 700)
paragraph: In the numerous aerial engagements fought during yesterday six enemy airmen were brought down, four of them will within our lines. Lieutenant Mulzer has put out his seventh, Lieutenant Parschau his sixth opponent out of action. An enemy biplane was brought down over Douai, and another one on the day before yesterday to the east of Ypres (Ypres front) in an aerial engagement. (763, 661, 994, 756)
column-rule (755, 53, 756, 2060)
paragraph: Sir,—I have served at the front for nearly two years and every time I come home on leave I am more astonished to find how some people still take the war. I may say emphatically that a large number do seem to realize the awful gravity of the present moment. These are striving and giving up their time and strength to do what they can for their country. But there is still a certain section of "smart" people in London whose frivolity is a perpetual humiliation to many soldiers, British and others. (1253, 1557, 1475, 1677)
headline-seaplane: GERMAN SEAPLANE TAKEN INTO DANISH PORT. (528, 2196, 739, 2224)
section-rule (274, 1439, 504, 1441)
paragraph: On the Asiago Plateau our detachments were pushed forward beyond the northern edge of the Assa Valley. On the remainder of this sector there was a lull in the fighting, preparatory to further attacks on the difficult ground. (518, 837, 749, 896)
map-label: Dubno (182, 1309, 206, 1320)
paragraph: M. Venizelos, in reply to their address, said that although when Crete was in bondage he had passed most of his life there as a revolutionary in the mountains, he believed that the States needed peace in order to progress. To remain standing, however, over the political opponents, the recent events, as a matter of fact, that sort of thing usually ended in the surrender of one's possessions to the enemy. With his own policy he had aimed at a revival of Hellenism, by keeping close to the Powers who had protected the liberty of Greece; the outgoing Cabinet had reduced the Greek people to a condition of slavery, and the country had been choked in the atmosphere of espionage that had been created. (274, 209, 504, 364)
paragraph: At many points on the front of the army of Marshal von Hindenburg the enemy increased his fire and repeatedly undertook advances. These led to fighting in our lines only near Mozel [immediately north of Smorgon]. The enemy was immediately ejected with the loss of 743 prisoners and heavy sanguinary losses. (274, 1797, 504, 1868)
column-4 (757, 53, 1000, 2332)
subhead-bavarian: Bavarian Independence. (1253, 956, 1365, 969)
paragraph: Having found that our line was broken, the commander of the battalion, Captain Rozanoff, who was on horseback leading his men, dashed forward, followed by twelve soldiers. Captain Rozanoff was seriously wounded in the attack, but Lieut. Kotchevsky continued the attacks so dashingly begun, and in the course of the pursuit of the enemy, dislodged a battalion, and thus came upon some concealed enemy reserves two battalions strong. (274, 1538, 504, 1645)
paragraph: To the west of the Meuse attempts of the French to retake the captured trench sections on Hill 304 led to minor infantry engagements. (763, 458, 994, 493)
